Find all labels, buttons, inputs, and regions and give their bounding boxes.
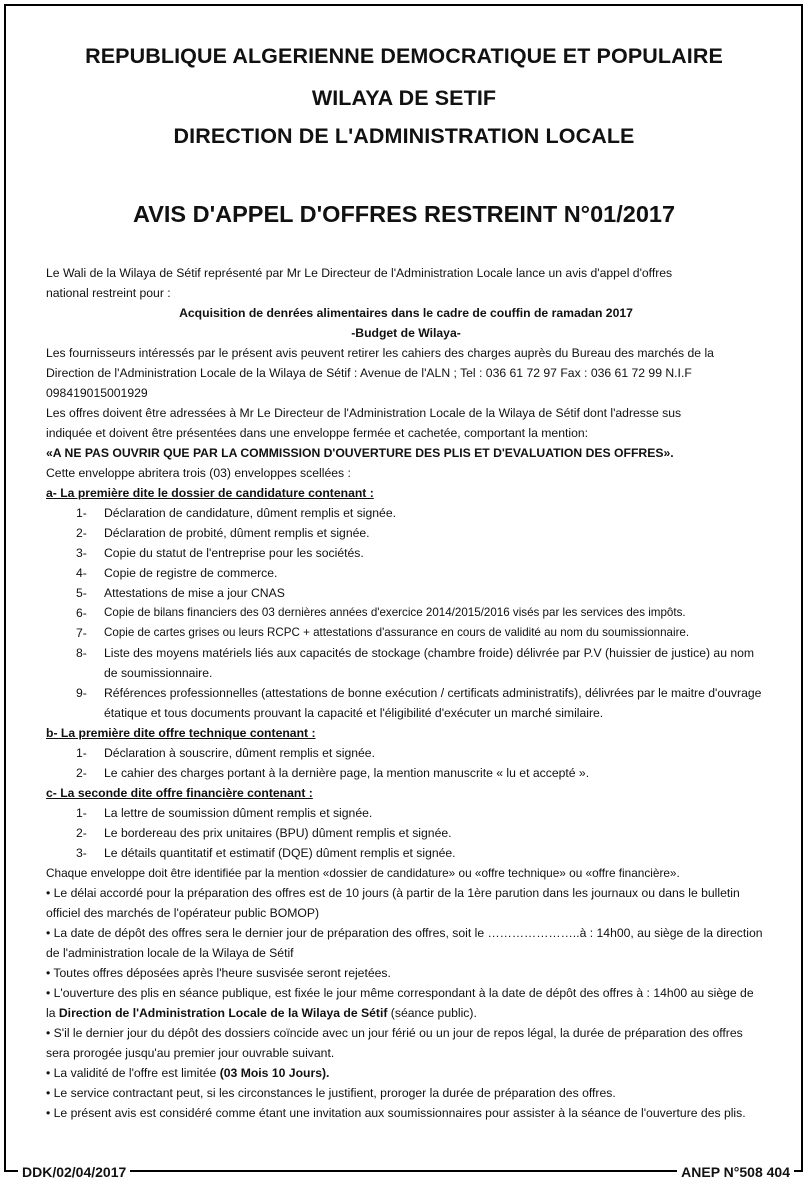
section-a-title: a- La première dite le dossier de candidature contenant :: [46, 486, 374, 500]
intro-line: Le Wali de la Wilaya de Sétif représenté par Mr Le Directeur de l'Administration Locale lance un avis d'appel d'offres: [46, 266, 673, 280]
header-wilaya: WILAYA DE SETIF: [311, 86, 497, 110]
identify-line: Chaque enveloppe doit être identifiée par la mention «dossier de candidature» ou «offre technique» ou «offre financière».: [46, 866, 680, 880]
bullet-item: • Le présent avis est considéré comme étant une invitation aux soumissionnaires pour assister à la séance de l'ouverture des plis.: [46, 1106, 746, 1120]
list-item: 2- Le bordereau des prix unitaires (BPU) dûment remplis et signée.: [76, 826, 452, 840]
paragraph-line: indiquée et doivent être présentées dans une enveloppe fermée et cachetée, comportant la mention:: [46, 426, 589, 440]
list-item: 3- Copie du statut de l'entreprise pour les sociétés.: [76, 546, 364, 560]
list-item: 3- Le détails quantitatif et estimatif (DQE) dûment remplis et signée.: [76, 846, 456, 860]
paragraph-line: Les offres doivent être adressées à Mr Le Directeur de l'Administration Locale de la Wilaya de Sétif dont l'adresse sus: [46, 406, 682, 420]
tender-object: Acquisition de denrées alimentaires dans le cadre de couffin de ramadan 2017: [179, 306, 633, 320]
list-item: 8- Liste des moyens matériels liés aux capacités de stockage (chambre froide) délivrée par P.V (huissier de justice) au nom de soumissionnaire.: [76, 646, 755, 680]
document-title: AVIS D'APPEL D'OFFRES RESTREINT N°01/2017: [132, 201, 676, 227]
envelopes-line: Cette enveloppe abritera trois (03) enveloppes scellées :: [46, 466, 351, 480]
budget-line: -Budget de Wilaya-: [351, 326, 461, 340]
header-direction: DIRECTION DE L'ADMINISTRATION LOCALE: [173, 124, 635, 148]
list-item: 4- Copie de registre de commerce.: [76, 566, 278, 580]
paragraph-line: Direction de l'Administration Locale de la Wilaya de Sétif : Avenue de l'ALN ; Tel : 036 61 72 97 Fax : 036 61 72 99 N.I.F: [46, 366, 692, 380]
bullet-item: • La date de dépôt des offres sera le dernier jour de préparation des offres, soit le …………………..à : 14h00, au siège de la direction de l'administration locale de la Wilaya de Sétif: [46, 926, 763, 960]
document-body: [46, 263, 766, 1123]
section-b-title: b- La première dite offre technique contenant :: [46, 726, 316, 740]
list-item: 9- Références professionnelles (attestations de bonne exécution / certificats administratifs), délivrées par le maitre d'ouvrage étatique et tous documents prouvant la capacité et l'éligibilité d'exécuter un marché similaire.: [76, 686, 762, 720]
bullet-item: • L'ouverture des plis en séance publique, est fixée le jour même correspondant à la date de dépôt des offres à : 14h00 au siège de la Direction de l'Administration Locale de la Wilaya de Sétif (séance public).: [46, 986, 754, 1020]
intro-line: national restreint pour :: [46, 286, 171, 300]
paragraph-line: 098419015001929: [46, 386, 148, 400]
list-item: 1- Déclaration à souscrire, dûment remplis et signée.: [76, 746, 375, 760]
list-item: 7- Copie de cartes grises ou leurs RCPC + attestations d'assurance en cours de validité au nom du soumissionnaire.: [76, 626, 690, 640]
list-item: 2- Le cahier des charges portant à la dernière page, la mention manuscrite « lu et accepté ».: [76, 766, 590, 780]
list-item: 1- Déclaration de candidature, dûment remplis et signée.: [76, 506, 396, 520]
envelope-mention: «A NE PAS OUVRIR QUE PAR LA COMMISSION D'OUVERTURE DES PLIS ET D'EVALUATION DES OFFRES».: [46, 446, 674, 460]
bullet-item: • Toutes offres déposées après l'heure susvisée seront rejetées.: [46, 966, 391, 980]
list-item: 2- Déclaration de probité, dûment remplis et signée.: [76, 526, 370, 540]
list-item: 6- Copie de bilans financiers des 03 dernières années d'exercice 2014/2015/2016 visés par les services des impôts.: [76, 606, 686, 620]
list-item: 1- La lettre de soumission dûment remplis et signée.: [76, 806, 373, 820]
bullet-item: • S'il le dernier jour du dépôt des dossiers coïncide avec un jour férié ou un jour de repos légal, la durée de préparation des offres sera prorogée jusqu'au premier jour ouvrable suivant.: [46, 1026, 743, 1060]
header-republic: REPUBLIQUE ALGERIENNE DEMOCRATIQUE ET POPULAIRE: [85, 44, 723, 68]
paragraph-line: Les fournisseurs intéressés par le présent avis peuvent retirer les cahiers des charges auprès du Bureau des marchés de la: [46, 346, 714, 360]
list-item: 5- Attestations de mise a jour CNAS: [76, 586, 285, 600]
footer-reference: DDK/02/04/2017: [18, 1164, 130, 1180]
bullet-item: • La validité de l'offre est limitée (03 Mois 10 Jours).: [46, 1066, 330, 1080]
bullet-item: • Le service contractant peut, si les circonstances le justifient, proroger la durée de préparation des offres.: [46, 1086, 616, 1100]
bullet-item: • Le délai accordé pour la préparation des offres est de 10 jours (à partir de la 1ère parution dans les journaux ou dans le bulletin officiel des marchés de l'opérateur public BOMOP): [46, 886, 740, 920]
footer-anep-number: ANEP N°508 404: [677, 1164, 794, 1180]
section-c-title: c- La seconde dite offre financière contenant :: [46, 786, 313, 800]
